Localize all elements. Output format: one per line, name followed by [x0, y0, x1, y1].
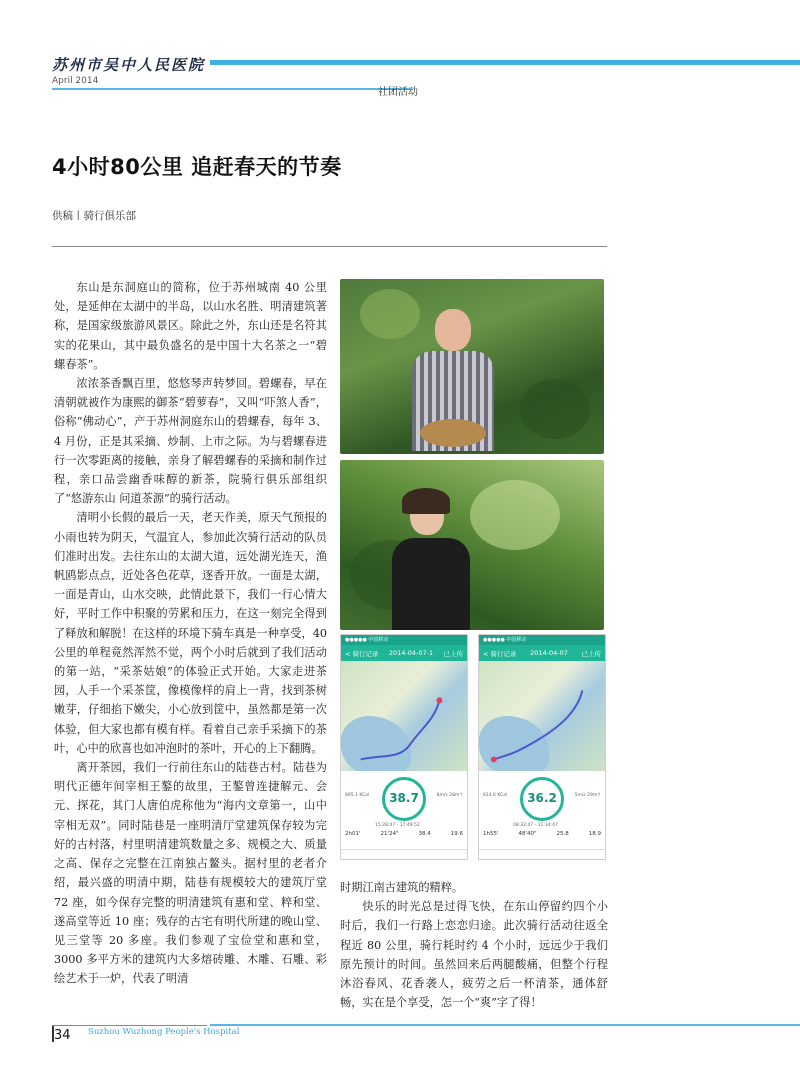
distance-value: 38.7 — [389, 791, 419, 805]
back-button[interactable]: < 骑行记录 — [483, 649, 517, 658]
paragraph: 东山是东洞庭山的简称，位于苏州城南 40 公里处，是延伸在太湖中的半岛，以山水名胜、明清建筑著称，是国家级旅游风景区。除此之外，东山还是名符其实的花果山，其中最负盛名的是中国十大名茶之一“碧螺春茶”。 — [54, 281, 327, 371]
route-line — [341, 661, 467, 769]
upload-status[interactable]: 已上传 — [581, 649, 601, 658]
speed: 5m/s 29m↑ — [574, 793, 601, 798]
app-header — [341, 645, 467, 661]
distance-circle — [520, 777, 564, 821]
stat-avg-speed: 18.9 — [588, 831, 601, 837]
calories: 895.1 KCal — [345, 793, 370, 798]
paragraph: 快乐的时光总是过得飞快，在东山停留约四个小时后，我们一行路上恋恋归途。此次骑行活动往返全程近 80 公里，骑行耗时约 4 个小时，远远少于我们原先预计的时间。虽然回来后两腿酸痛，但整个行程沐浴春风、花香袭人，疲劳之后一杯清茶，通体舒畅，实在是个享受，怎一个“爽”字了得！ — [340, 900, 608, 1010]
app-toolbar — [479, 849, 605, 859]
article-left-column — [54, 278, 327, 989]
footer-rule — [52, 1025, 207, 1026]
photo-woman-picking-tea — [340, 460, 604, 630]
route-line — [479, 661, 605, 769]
distance-circle — [382, 777, 426, 821]
page-number: 34 — [54, 1028, 71, 1043]
calories: 814.6 KCal — [483, 793, 508, 798]
stat-duration: 2h01' — [345, 831, 361, 837]
article-byline: 供稿丨骑行俱乐部 — [52, 210, 136, 222]
header-underline — [52, 88, 412, 90]
ride-date: 2014-04-07-1 — [388, 649, 434, 657]
time-range: 15:28:47 - 17:49:52 — [375, 823, 420, 828]
status-bar: ●●●●● 中国移动 — [341, 635, 467, 645]
stat-duration: 1h55' — [483, 831, 499, 837]
stats-row — [483, 831, 601, 837]
title-divider — [52, 246, 607, 247]
paragraph: 时期江南古建筑的精粹。 — [340, 881, 464, 894]
app-toolbar — [341, 849, 467, 859]
route-map[interactable] — [479, 661, 605, 771]
back-button[interactable]: < 骑行记录 — [345, 649, 379, 658]
article-title: 4小时80公里 追赶春天的节奏 — [52, 155, 342, 179]
footer-accent-bar — [210, 1024, 800, 1026]
article-right-column — [340, 878, 608, 1012]
upload-status[interactable]: 已上传 — [443, 649, 463, 658]
masthead: 苏州市吴中人民医院 — [52, 56, 206, 74]
ride-stats — [341, 771, 467, 859]
route-map[interactable] — [341, 661, 467, 771]
stat-pause: 21'24" — [380, 831, 399, 837]
paragraph: 离开茶园，我们一行前往东山的陆巷古村。陆巷为明代正德年间宰相王鏊的故里，王鏊曾连捷解元、会元、探花，其门人唐伯虎称他为“海内文章第一，山中宰相无双”。同时陆巷是一座明清厅堂建筑保存较为完好的古村落，村里明清建筑数量之多、规模之大、质量之高、保存之完整在江南独占鳌头。据村里的老者介绍，最兴盛的明清中期，陆巷有规模较大的建筑厅堂 72 座，如今保存完整的明清建筑有惠和堂、粹和堂、遂高堂等近 10 座；残存的古宅有明代所建的晚山堂、见三堂等 20 多座。我们参观了宝俭堂和惠和堂，3000 多平方米的建筑内大多熔砖雕、木雕、石雕、彩绘艺术于一炉，代表了明清 — [54, 761, 327, 986]
ride-date: 2014-04-07 — [530, 649, 568, 657]
paragraph: 浓浓茶香飘百里，悠悠琴声转梦回。碧螺春，早在清朝就被作为康熙的御茶“碧萝春”，又叫“吓煞人香”，俗称“佛动心”，产于苏州洞庭东山的碧螺春，每年 3、4 月份，正是其采摘、炒制、上市之际。为与碧螺春进行一次零距离的接触，亲身了解碧螺春的采摘和制作过程，亲口品尝幽香味醇的新茶，院骑行俱乐部组织了“悠游东山 问道茶源”的骑行活动。 — [54, 377, 327, 506]
stat-max-speed: 25.8 — [556, 831, 569, 837]
cycling-app-screenshot-1 — [340, 634, 468, 860]
cycling-app-screenshot-2 — [478, 634, 606, 860]
speed: 8m/s 28m↑ — [436, 793, 463, 798]
stat-max-speed: 38.4 — [418, 831, 431, 837]
time-range: 08:32:47 - 11:34:47 — [513, 823, 558, 828]
stat-pause: 48'40" — [518, 831, 537, 837]
distance-value: 36.2 — [527, 791, 557, 805]
ride-stats — [479, 771, 605, 859]
app-header — [479, 645, 605, 661]
issue-date: April 2014 — [52, 76, 99, 86]
section-label: 社团活动 — [378, 87, 418, 98]
photo-man-with-tea-basket — [340, 279, 604, 454]
status-bar: ●●●●● 中国移动 — [479, 635, 605, 645]
paragraph: 清明小长假的最后一天，老天作美，原天气预报的小雨也转为阴天，气温宜人，参加此次骑行活动的队员们准时出发。去往东山的太湖大道，远处湖光连天，渔帆鸥影点点，近处各色花草，逐香开放。一面是太湖，一面是青山，山水交映，此情此景下，我们一行心情大好，平时工作中积聚的劳累和压力，在这一刻完全得到了释放和解脱！在这样的环境下骑车真是一种享受，40 公里的单程竟然浑然不觉，两个小时后就到了我们活动的第一站，“采茶姑娘”的体验正式开始。大家走进茶园，人手一个采茶筐，像模像样的肩上一背，找到茶树嫩芽，仔细掐下嫩尖，小心放到筐中，虽然都是第一次体验，但大家也都有模有样。看着自己亲手采摘下的茶叶，心中的欣喜也如冲泡时的茶叶，开心的上下翻腾。 — [54, 511, 327, 755]
stat-avg-speed: 19.6 — [450, 831, 463, 837]
stats-row — [345, 831, 463, 837]
publication-name: Suzhou Wuzhong People's Hospital — [88, 1027, 240, 1037]
header-accent-bar — [210, 60, 800, 65]
